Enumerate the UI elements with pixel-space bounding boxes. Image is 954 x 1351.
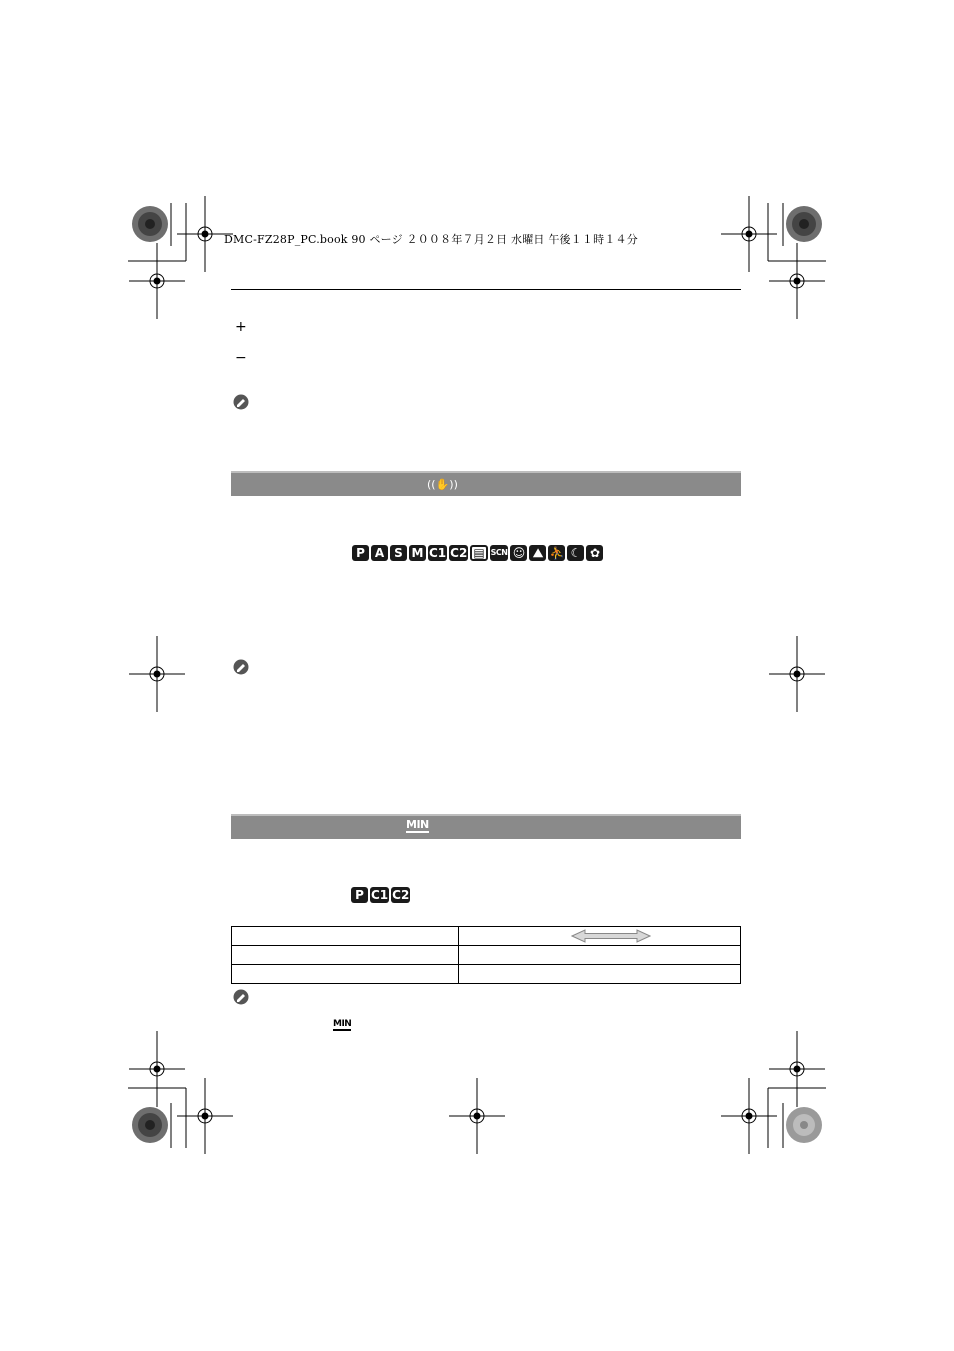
mode-icon: S <box>390 545 407 561</box>
min-icon: MIN <box>333 1019 352 1029</box>
minus-symbol: − <box>235 350 247 366</box>
mode-icon: C2 <box>450 546 468 560</box>
mode-icon: A <box>371 545 388 561</box>
table-row <box>232 965 741 984</box>
mode-icon: ☾ <box>567 545 584 561</box>
table-row <box>232 927 741 946</box>
table-cell <box>459 946 741 965</box>
mode-icon: P <box>352 545 369 561</box>
mode-icon: ⛰ <box>529 545 546 561</box>
applicable-modes-strip <box>352 545 603 561</box>
mode-icon: ☺ <box>510 545 527 561</box>
mode-icon: C1 <box>429 546 447 560</box>
options-table <box>231 926 741 984</box>
section-header-min-shutter <box>231 816 741 839</box>
double-arrow-icon <box>571 929 651 943</box>
mode-icon: C2 <box>392 888 410 902</box>
table-cell <box>232 965 459 984</box>
header-rule <box>231 289 741 290</box>
mode-icon: M <box>409 545 426 561</box>
table-cell <box>232 946 459 965</box>
mode-icon: SCN <box>490 545 509 561</box>
table-cell <box>459 927 741 946</box>
note-pencil-icon <box>233 659 249 675</box>
table-row <box>232 946 741 965</box>
mode-icon: C1 <box>371 888 389 902</box>
mode-icon: ▤ <box>470 545 487 561</box>
mode-icon: ⛹ <box>549 546 565 560</box>
min-icon: MIN <box>406 818 429 831</box>
plus-symbol: + <box>235 319 247 335</box>
section-header-stabilizer <box>231 473 741 496</box>
color-bar-icon-top-left <box>132 206 168 242</box>
applicable-modes-strip-2 <box>351 887 410 903</box>
color-bar-icon-bottom-left <box>132 1107 168 1143</box>
mode-icon: P <box>351 887 368 903</box>
mode-icon: ✿ <box>586 545 603 561</box>
note-pencil-icon <box>233 394 249 410</box>
color-bar-icon-bottom-right <box>786 1107 822 1143</box>
table-cell <box>232 927 459 946</box>
color-bar-icon-top-right <box>786 206 822 242</box>
hand-shake-icon: ((✋)) <box>427 478 458 491</box>
book-header: DMC-FZ28P_PC.book 90 ページ ２００８年７月２日 水曜日 午後１１時１４分 <box>224 233 638 246</box>
table-cell <box>459 965 741 984</box>
note-pencil-icon <box>233 989 249 1005</box>
